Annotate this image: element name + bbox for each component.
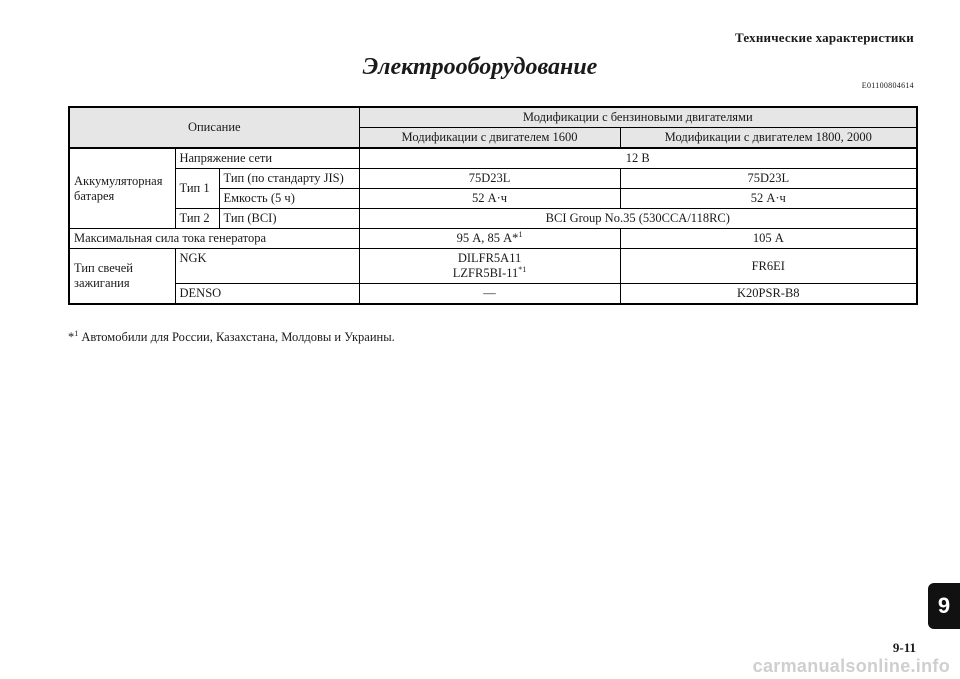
alternator-1800: 105 А [620,229,917,249]
section-title: Технические характеристики [735,30,914,45]
spark-plugs-label: Тип свечей зажигания [69,249,175,305]
battery-label: Аккумуляторная батарея [69,148,175,229]
voltage-label: Напряжение сети [175,148,359,169]
ngk-1600: DILFR5A11 LZFR5BI-11$^{*1}$ [359,249,620,284]
alternator-1600: 95 А, 85 А*$^1$ [359,229,620,249]
denso-label: DENSO [175,284,359,305]
page-number: 9-11 [892,640,916,655]
header-description: Описание [69,107,359,148]
footnote: *$^1$ Автомобили для России, Казахстана, Молдовы и Украины. [68,328,395,344]
denso-1800: K20PSR-B8 [620,284,917,305]
type1-capacity-1600: 52 А·ч [359,189,620,209]
type1-jis-label: Тип (по стандарту JIS) [219,169,359,189]
ngk-1800: FR6EI [620,249,917,284]
battery-type1-label: Тип 1 [175,169,219,209]
electrical-spec-table [68,106,918,305]
document-code: E01100804614 [861,81,914,90]
header-gasoline-group: Модификации с бензиновыми двигателями [359,107,917,128]
battery-type2-label: Тип 2 [175,209,219,229]
type1-jis-1800: 75D23L [620,169,917,189]
watermark: carmanualsonline.info [752,656,950,676]
alternator-label: Максимальная сила тока генератора [69,229,359,249]
header-engine-1600: Модификации с двигателем 1600 [359,128,620,149]
type1-capacity-1800: 52 А·ч [620,189,917,209]
voltage-value: 12 В [359,148,917,169]
chapter-tab: 9 [928,583,960,629]
type2-bci-label: Тип (BCI) [219,209,359,229]
type2-bci-value: BCI Group No.35 (530CCA/118RC) [359,209,917,229]
type1-capacity-label: Емкость (5 ч) [219,189,359,209]
page-title: Электрооборудование [362,54,598,80]
type1-jis-1600: 75D23L [359,169,620,189]
denso-1600: — [359,284,620,305]
header-engine-1800-2000: Модификации с двигателем 1800, 2000 [620,128,917,149]
ngk-label: NGK [175,249,359,284]
